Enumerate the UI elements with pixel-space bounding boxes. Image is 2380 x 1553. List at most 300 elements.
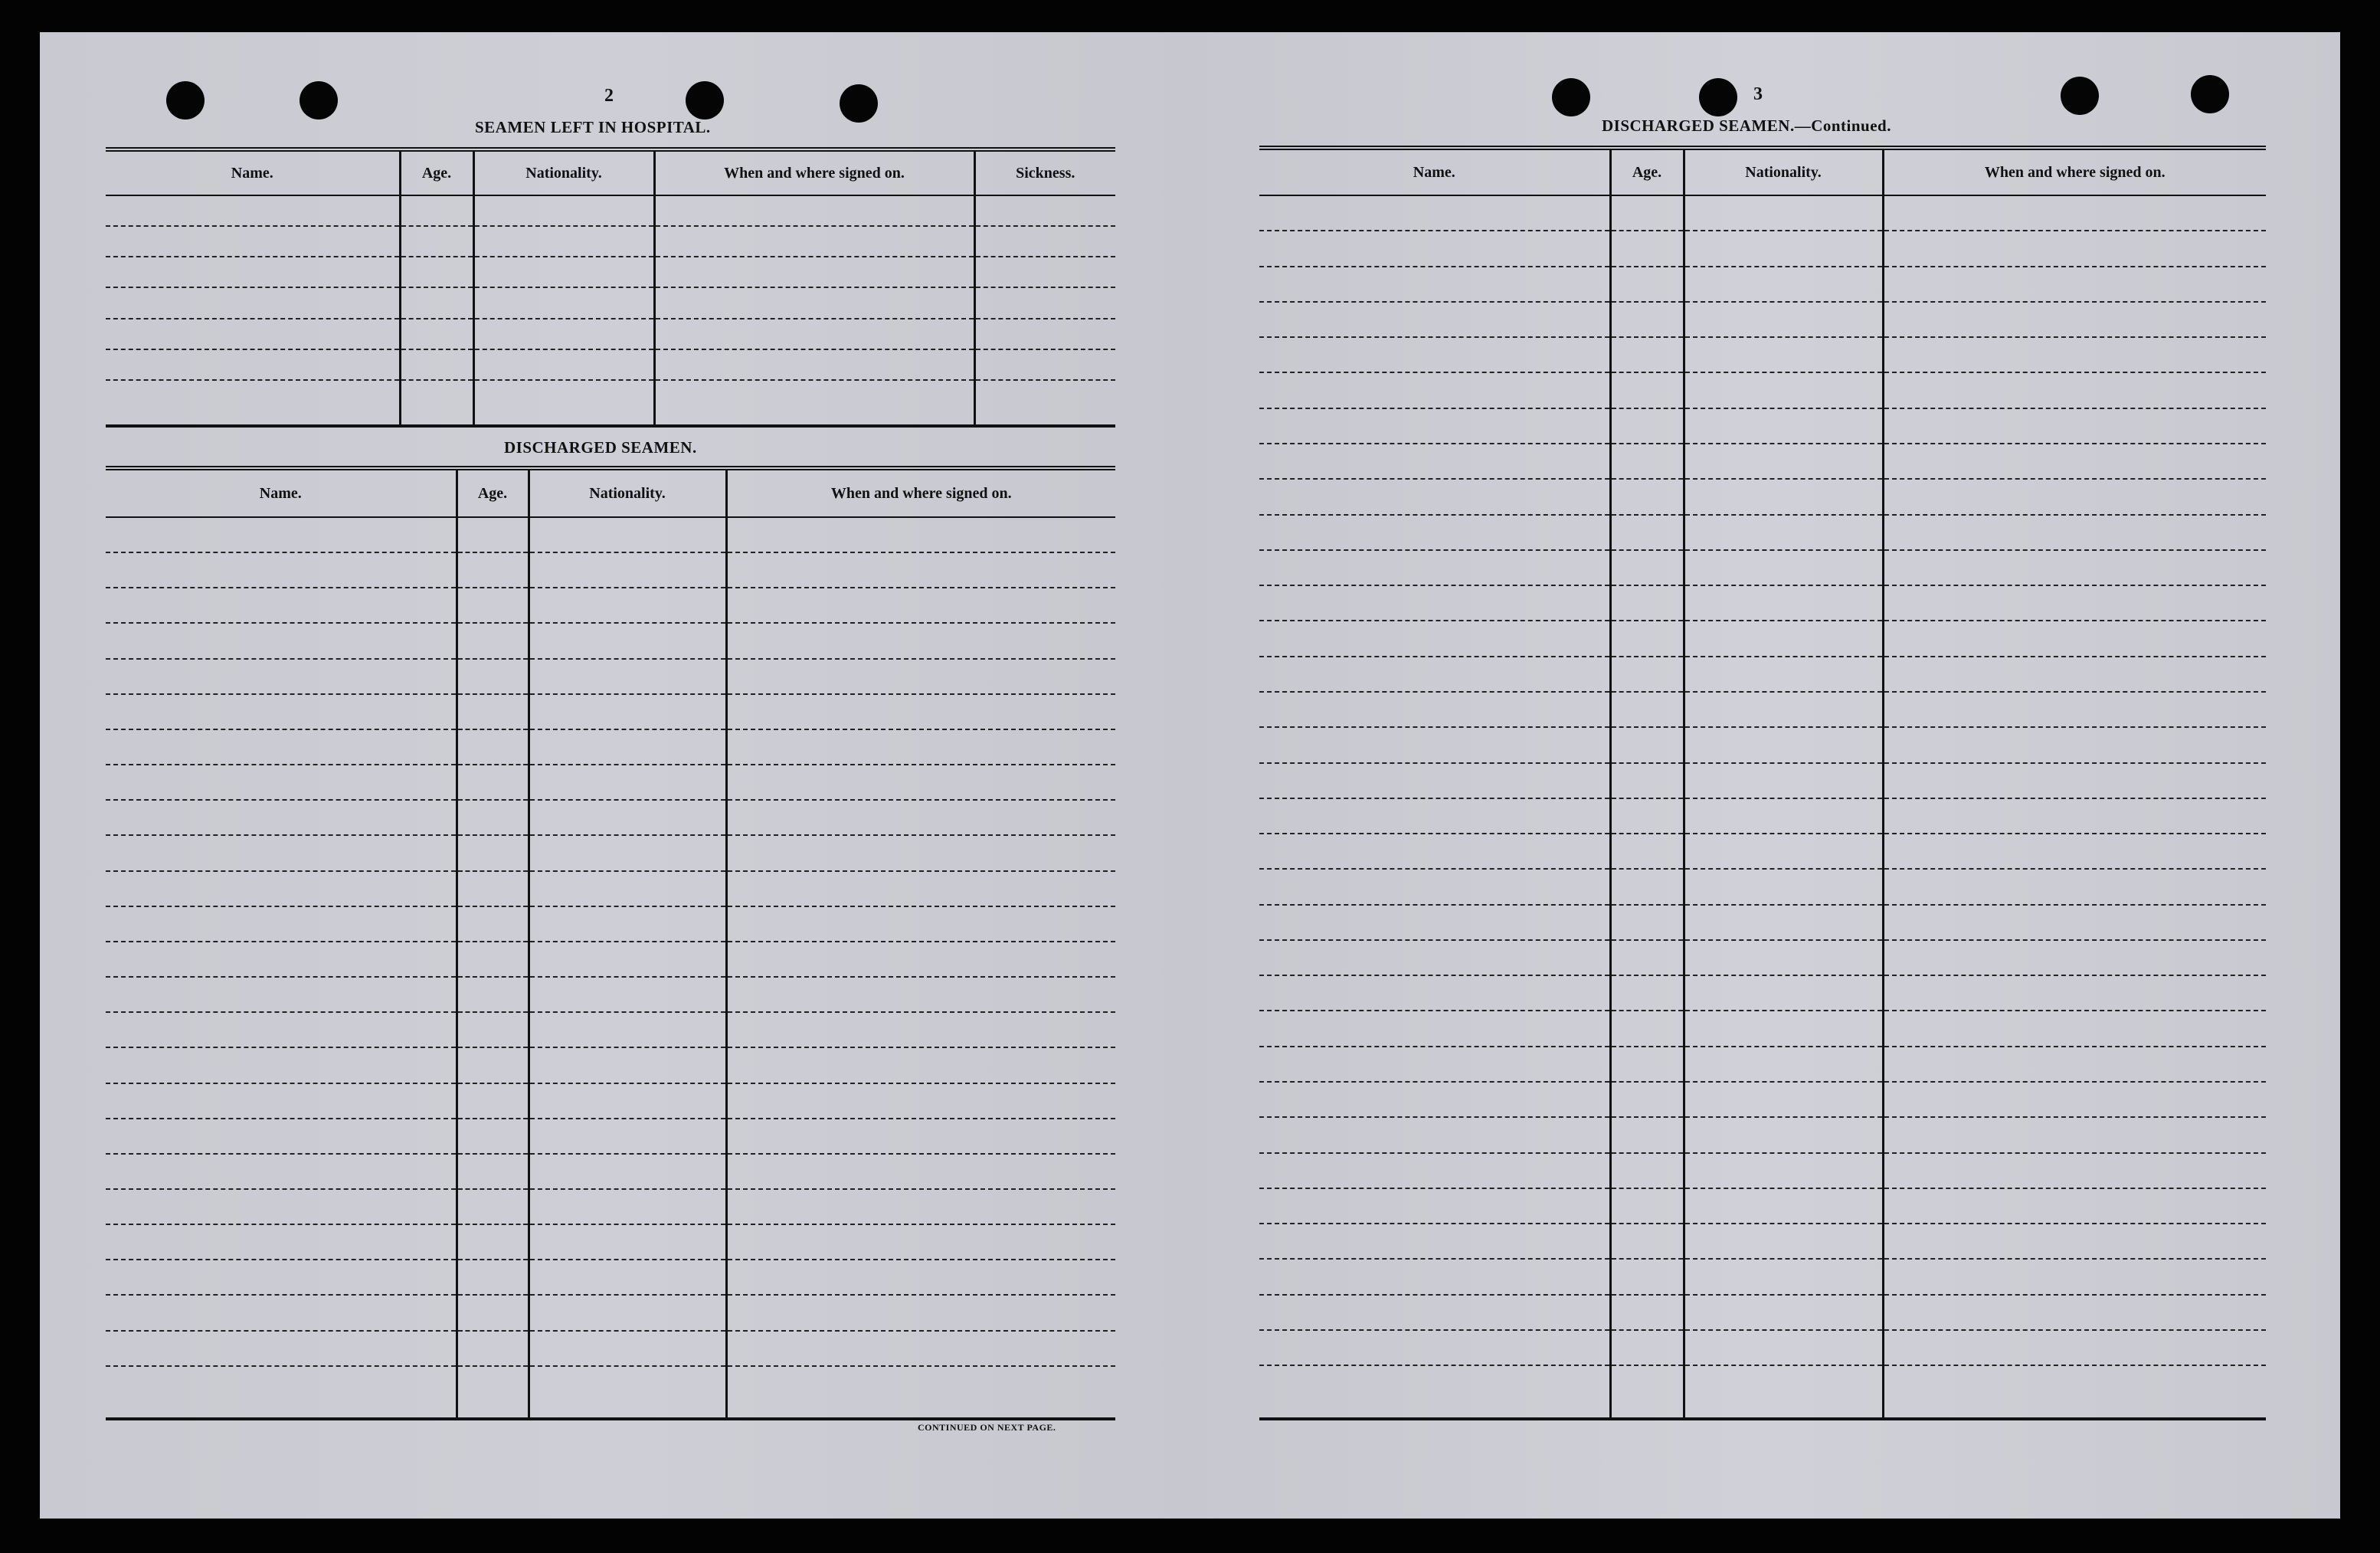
cell-signed-on[interactable] [726,694,1115,729]
cell-name[interactable] [1259,479,1610,514]
cell-name[interactable] [106,1012,457,1047]
table-row [106,349,1115,380]
cell-age[interactable] [457,1154,529,1189]
cell-age[interactable] [1610,372,1684,408]
cell-nationality[interactable] [529,765,726,800]
cell-nationality[interactable] [1684,1188,1883,1224]
cell-age[interactable] [1610,302,1684,337]
cell-name[interactable] [106,319,400,349]
table-row [106,765,1115,800]
cell-signed-on[interactable] [726,1331,1115,1366]
cell-name[interactable] [1259,1259,1610,1294]
cell-age[interactable] [1610,657,1684,692]
cell-name[interactable] [1259,1047,1610,1082]
cell-nationality[interactable] [473,195,654,226]
cell-name[interactable] [106,871,457,906]
cell-name[interactable] [1259,1011,1610,1046]
cell-nationality[interactable] [1684,798,1883,834]
cell-nationality[interactable] [529,1047,726,1083]
continued-note: CONTINUED ON NEXT PAGE. [918,1422,1056,1433]
table-row [1259,621,2266,656]
cell-age[interactable] [400,380,473,426]
cell-sickness[interactable] [974,226,1115,257]
cell-age[interactable] [400,195,473,226]
cell-name[interactable] [106,1119,457,1154]
cell-name[interactable] [1259,1330,1610,1365]
cell-nationality[interactable] [1684,834,1883,869]
cell-nationality[interactable] [1684,905,1883,940]
cell-name[interactable] [106,552,457,588]
cell-name[interactable] [106,835,457,870]
cell-nationality[interactable] [1684,372,1883,408]
cell-nationality[interactable] [1684,940,1883,975]
cell-age[interactable] [400,257,473,287]
cell-age[interactable] [457,1047,529,1083]
cell-name[interactable] [1259,1365,1610,1419]
cell-age[interactable] [457,1366,529,1419]
cell-name[interactable] [1259,975,1610,1011]
cell-age[interactable] [1610,1224,1684,1259]
cell-age[interactable] [457,1083,529,1119]
cell-name[interactable] [106,1083,457,1119]
cell-age[interactable] [1610,550,1684,585]
cell-age[interactable] [457,1331,529,1366]
cell-age[interactable] [457,942,529,977]
cell-nationality[interactable] [473,319,654,349]
cell-nationality[interactable] [1684,869,1883,904]
cell-age[interactable] [1610,1295,1684,1330]
cell-age[interactable] [1610,408,1684,444]
cell-age[interactable] [1610,337,1684,372]
cell-nationality[interactable] [529,1189,726,1224]
cell-signed-on[interactable] [726,800,1115,835]
cell-name[interactable] [106,1154,457,1189]
cell-signed-on[interactable] [726,1119,1115,1154]
cell-signed-on[interactable] [726,1154,1115,1189]
cell-sickness[interactable] [974,257,1115,287]
cell-signed-on[interactable] [726,1260,1115,1295]
cell-name[interactable] [106,257,400,287]
cell-signed-on[interactable] [654,349,974,380]
cell-signed-on[interactable] [1883,267,2266,302]
cell-name[interactable] [106,942,457,977]
cell-name[interactable] [106,226,400,257]
cell-name[interactable] [1259,657,1610,692]
cell-name[interactable] [1259,905,1610,940]
cell-sickness[interactable] [974,380,1115,426]
cell-signed-on[interactable] [1883,657,2266,692]
cell-age[interactable] [1610,940,1684,975]
cell-age[interactable] [1610,798,1684,834]
cell-age[interactable] [400,226,473,257]
cell-nationality[interactable] [1684,1295,1883,1330]
cell-nationality[interactable] [1684,1011,1883,1046]
cell-name[interactable] [106,195,400,226]
cell-nationality[interactable] [1684,727,1883,762]
cell-nationality[interactable] [529,1224,726,1260]
table-row [106,1154,1115,1189]
cell-name[interactable] [1259,444,1610,479]
cell-nationality[interactable] [473,257,654,287]
cell-nationality[interactable] [529,835,726,870]
cell-age[interactable] [457,800,529,835]
cell-nationality[interactable] [529,1366,726,1419]
cell-nationality[interactable] [1684,231,1883,266]
cell-nationality[interactable] [1684,657,1883,692]
cell-nationality[interactable] [1684,550,1883,585]
cell-nationality[interactable] [1684,975,1883,1011]
cell-signed-on[interactable] [654,195,974,226]
cell-name[interactable] [106,1047,457,1083]
cell-age[interactable] [1610,727,1684,762]
punch-hole-icon [2191,75,2229,113]
cell-signed-on[interactable] [726,871,1115,906]
table-row [1259,798,2266,834]
cell-sickness[interactable] [974,349,1115,380]
cell-nationality[interactable] [529,1154,726,1189]
cell-name[interactable] [1259,515,1610,550]
cell-signed-on[interactable] [726,1295,1115,1330]
cell-name[interactable] [106,1295,457,1330]
cell-signed-on[interactable] [726,659,1115,694]
cell-name[interactable] [1259,1082,1610,1117]
cell-name[interactable] [106,623,457,658]
cell-age[interactable] [457,659,529,694]
cell-signed-on[interactable] [1883,1082,2266,1117]
cell-signed-on[interactable] [726,1012,1115,1047]
cell-age[interactable] [1610,1011,1684,1046]
cell-age[interactable] [1610,621,1684,656]
cell-signed-on[interactable] [1883,231,2266,266]
cell-age[interactable] [400,319,473,349]
cell-name[interactable] [1259,1224,1610,1259]
cell-nationality[interactable] [529,1295,726,1330]
cell-age[interactable] [1610,1365,1684,1419]
cell-age[interactable] [457,1119,529,1154]
cell-signed-on[interactable] [654,226,974,257]
cell-nationality[interactable] [1684,1330,1883,1365]
cell-age[interactable] [457,1189,529,1224]
cell-age[interactable] [1610,834,1684,869]
cell-age[interactable] [457,765,529,800]
cell-age[interactable] [457,694,529,729]
cell-nationality[interactable] [473,349,654,380]
cell-signed-on[interactable] [726,729,1115,765]
column-header-age: Age. [457,468,529,517]
cell-age[interactable] [1610,585,1684,621]
cell-name[interactable] [106,694,457,729]
cell-nationality[interactable] [1684,1365,1883,1419]
cell-signed-on[interactable] [726,977,1115,1012]
cell-age[interactable] [1610,1188,1684,1224]
cell-signed-on[interactable] [1883,834,2266,869]
cell-nationality[interactable] [529,1260,726,1295]
cell-nationality[interactable] [473,380,654,426]
cell-signed-on[interactable] [726,906,1115,942]
punch-hole-icon [300,81,338,120]
discharged-section-title: DISCHARGED SEAMEN. [504,438,697,457]
cell-age[interactable] [1610,869,1684,904]
table-row [1259,692,2266,727]
cell-nationality[interactable] [1684,585,1883,621]
cell-nationality[interactable] [1684,337,1883,372]
cell-age[interactable] [1610,975,1684,1011]
cell-nationality[interactable] [1684,1117,1883,1152]
cell-name[interactable] [106,1189,457,1224]
cell-name[interactable] [1259,869,1610,904]
cell-age[interactable] [457,552,529,588]
cell-signed-on[interactable] [1883,905,2266,940]
cell-signed-on[interactable] [726,517,1115,552]
cell-name[interactable] [106,380,400,426]
cell-nationality[interactable] [529,871,726,906]
cell-signed-on[interactable] [654,257,974,287]
cell-age[interactable] [1610,692,1684,727]
cell-signed-on[interactable] [1883,1117,2266,1152]
cell-signed-on[interactable] [1883,444,2266,479]
cell-signed-on[interactable] [1883,1011,2266,1046]
cell-nationality[interactable] [1684,1259,1883,1294]
cell-nationality[interactable] [1684,1082,1883,1117]
cell-signed-on[interactable] [1883,975,2266,1011]
cell-signed-on[interactable] [726,1189,1115,1224]
table-row [1259,408,2266,444]
cell-nationality[interactable] [529,729,726,765]
cell-nationality[interactable] [529,552,726,588]
cell-signed-on[interactable] [654,319,974,349]
column-header-age: Age. [1610,148,1684,195]
cell-signed-on[interactable] [1883,869,2266,904]
cell-nationality[interactable] [529,1012,726,1047]
table-row [1259,727,2266,762]
cell-signed-on[interactable] [726,942,1115,977]
cell-name[interactable] [1259,834,1610,869]
cell-signed-on[interactable] [1883,727,2266,762]
cell-signed-on[interactable] [654,287,974,318]
cell-signed-on[interactable] [654,380,974,426]
cell-age[interactable] [457,1012,529,1047]
cell-nationality[interactable] [1684,267,1883,302]
cell-name[interactable] [106,765,457,800]
table-row [1259,479,2266,514]
cell-name[interactable] [106,659,457,694]
cell-nationality[interactable] [1684,302,1883,337]
cell-name[interactable] [1259,585,1610,621]
cell-signed-on[interactable] [726,1083,1115,1119]
table-row [106,319,1115,349]
cell-name[interactable] [1259,692,1610,727]
cell-age[interactable] [1610,479,1684,514]
cell-signed-on[interactable] [1883,195,2266,231]
cell-age[interactable] [457,906,529,942]
cell-age[interactable] [457,1260,529,1295]
cell-nationality[interactable] [529,1331,726,1366]
cell-nationality[interactable] [1684,195,1883,231]
cell-age[interactable] [1610,1047,1684,1082]
cell-signed-on[interactable] [1883,302,2266,337]
cell-name[interactable] [106,906,457,942]
cell-sickness[interactable] [974,287,1115,318]
cell-age[interactable] [457,1224,529,1260]
cell-signed-on[interactable] [726,835,1115,870]
cell-nationality[interactable] [1684,692,1883,727]
cell-name[interactable] [106,1366,457,1419]
cell-age[interactable] [1610,267,1684,302]
cell-age[interactable] [400,287,473,318]
punch-hole-icon [166,81,205,120]
cell-name[interactable] [1259,1153,1610,1188]
cell-age[interactable] [1610,444,1684,479]
cell-name[interactable] [1259,763,1610,798]
cell-sickness[interactable] [974,195,1115,226]
cell-name[interactable] [106,977,457,1012]
table-row [1259,940,2266,975]
cell-signed-on[interactable] [1883,372,2266,408]
cell-age[interactable] [457,623,529,658]
cell-signed-on[interactable] [1883,1259,2266,1294]
cell-name[interactable] [1259,550,1610,585]
cell-signed-on[interactable] [726,1224,1115,1260]
table-row [106,729,1115,765]
cell-signed-on[interactable] [1883,1295,2266,1330]
cell-signed-on[interactable] [1883,798,2266,834]
cell-name[interactable] [1259,408,1610,444]
cell-name[interactable] [106,1224,457,1260]
cell-nationality[interactable] [1684,1153,1883,1188]
cell-signed-on[interactable] [1883,1224,2266,1259]
table-row [1259,1295,2266,1330]
cell-nationality[interactable] [529,977,726,1012]
cell-nationality[interactable] [529,694,726,729]
cell-signed-on[interactable] [1883,479,2266,514]
column-header-age: Age. [400,149,473,195]
cell-nationality[interactable] [1684,479,1883,514]
cell-signed-on[interactable] [1883,763,2266,798]
cell-nationality[interactable] [529,588,726,623]
cell-signed-on[interactable] [726,765,1115,800]
cell-sickness[interactable] [974,319,1115,349]
cell-signed-on[interactable] [1883,1365,2266,1419]
cell-nationality[interactable] [529,623,726,658]
cell-nationality[interactable] [1684,621,1883,656]
cell-nationality[interactable] [473,287,654,318]
cell-nationality[interactable] [529,800,726,835]
table-row [1259,1330,2266,1365]
cell-nationality[interactable] [529,659,726,694]
cell-nationality[interactable] [473,226,654,257]
cell-age[interactable] [1610,515,1684,550]
cell-signed-on[interactable] [1883,550,2266,585]
cell-age[interactable] [457,871,529,906]
cell-nationality[interactable] [1684,408,1883,444]
cell-name[interactable] [1259,940,1610,975]
cell-age[interactable] [457,517,529,552]
cell-name[interactable] [106,800,457,835]
table-row [1259,231,2266,266]
cell-name[interactable] [1259,231,1610,266]
cell-name[interactable] [1259,195,1610,231]
cell-name[interactable] [1259,621,1610,656]
cell-age[interactable] [1610,1330,1684,1365]
cell-age[interactable] [1610,1117,1684,1152]
cell-age[interactable] [1610,763,1684,798]
cell-nationality[interactable] [529,1119,726,1154]
cell-name[interactable] [1259,302,1610,337]
cell-signed-on[interactable] [726,1366,1115,1419]
cell-age[interactable] [457,835,529,870]
cell-signed-on[interactable] [726,588,1115,623]
cell-signed-on[interactable] [726,552,1115,588]
discharged-continued-title: DISCHARGED SEAMEN.—Continued. [1602,116,1891,135]
cell-signed-on[interactable] [1883,1188,2266,1224]
cell-signed-on[interactable] [1883,1330,2266,1365]
cell-signed-on[interactable] [1883,515,2266,550]
cell-name[interactable] [1259,267,1610,302]
cell-age[interactable] [457,729,529,765]
table-row [1259,337,2266,372]
cell-name[interactable] [1259,798,1610,834]
cell-name[interactable] [1259,372,1610,408]
table-row [106,977,1115,1012]
cell-signed-on[interactable] [1883,1153,2266,1188]
cell-signed-on[interactable] [1883,1047,2266,1082]
cell-age[interactable] [1610,905,1684,940]
cell-signed-on[interactable] [1883,940,2266,975]
cell-age[interactable] [457,977,529,1012]
cell-signed-on[interactable] [726,1047,1115,1083]
cell-name[interactable] [106,349,400,380]
cell-nationality[interactable] [529,906,726,942]
cell-age[interactable] [1610,1259,1684,1294]
cell-age[interactable] [457,588,529,623]
cell-name[interactable] [106,517,457,552]
cell-name[interactable] [106,287,400,318]
column-header-signed-on: When and where signed on. [654,149,974,195]
cell-signed-on[interactable] [726,623,1115,658]
cell-signed-on[interactable] [1883,337,2266,372]
cell-name[interactable] [106,1260,457,1295]
table-row [1259,975,2266,1011]
cell-nationality[interactable] [1684,515,1883,550]
cell-nationality[interactable] [1684,1224,1883,1259]
cell-signed-on[interactable] [1883,692,2266,727]
table-row [1259,1082,2266,1117]
cell-age[interactable] [1610,1082,1684,1117]
cell-name[interactable] [106,1331,457,1366]
cell-signed-on[interactable] [1883,408,2266,444]
cell-nationality[interactable] [529,942,726,977]
cell-name[interactable] [1259,727,1610,762]
cell-name[interactable] [106,588,457,623]
cell-nationality[interactable] [1684,444,1883,479]
cell-name[interactable] [1259,1117,1610,1152]
cell-name[interactable] [1259,337,1610,372]
cell-age[interactable] [400,349,473,380]
cell-age[interactable] [1610,195,1684,231]
cell-nationality[interactable] [529,517,726,552]
cell-nationality[interactable] [529,1083,726,1119]
cell-name[interactable] [106,729,457,765]
cell-nationality[interactable] [1684,1047,1883,1082]
cell-age[interactable] [1610,1153,1684,1188]
cell-age[interactable] [457,1295,529,1330]
cell-nationality[interactable] [1684,763,1883,798]
cell-signed-on[interactable] [1883,621,2266,656]
cell-age[interactable] [1610,231,1684,266]
cell-name[interactable] [1259,1188,1610,1224]
cell-signed-on[interactable] [1883,585,2266,621]
cell-name[interactable] [1259,1295,1610,1330]
